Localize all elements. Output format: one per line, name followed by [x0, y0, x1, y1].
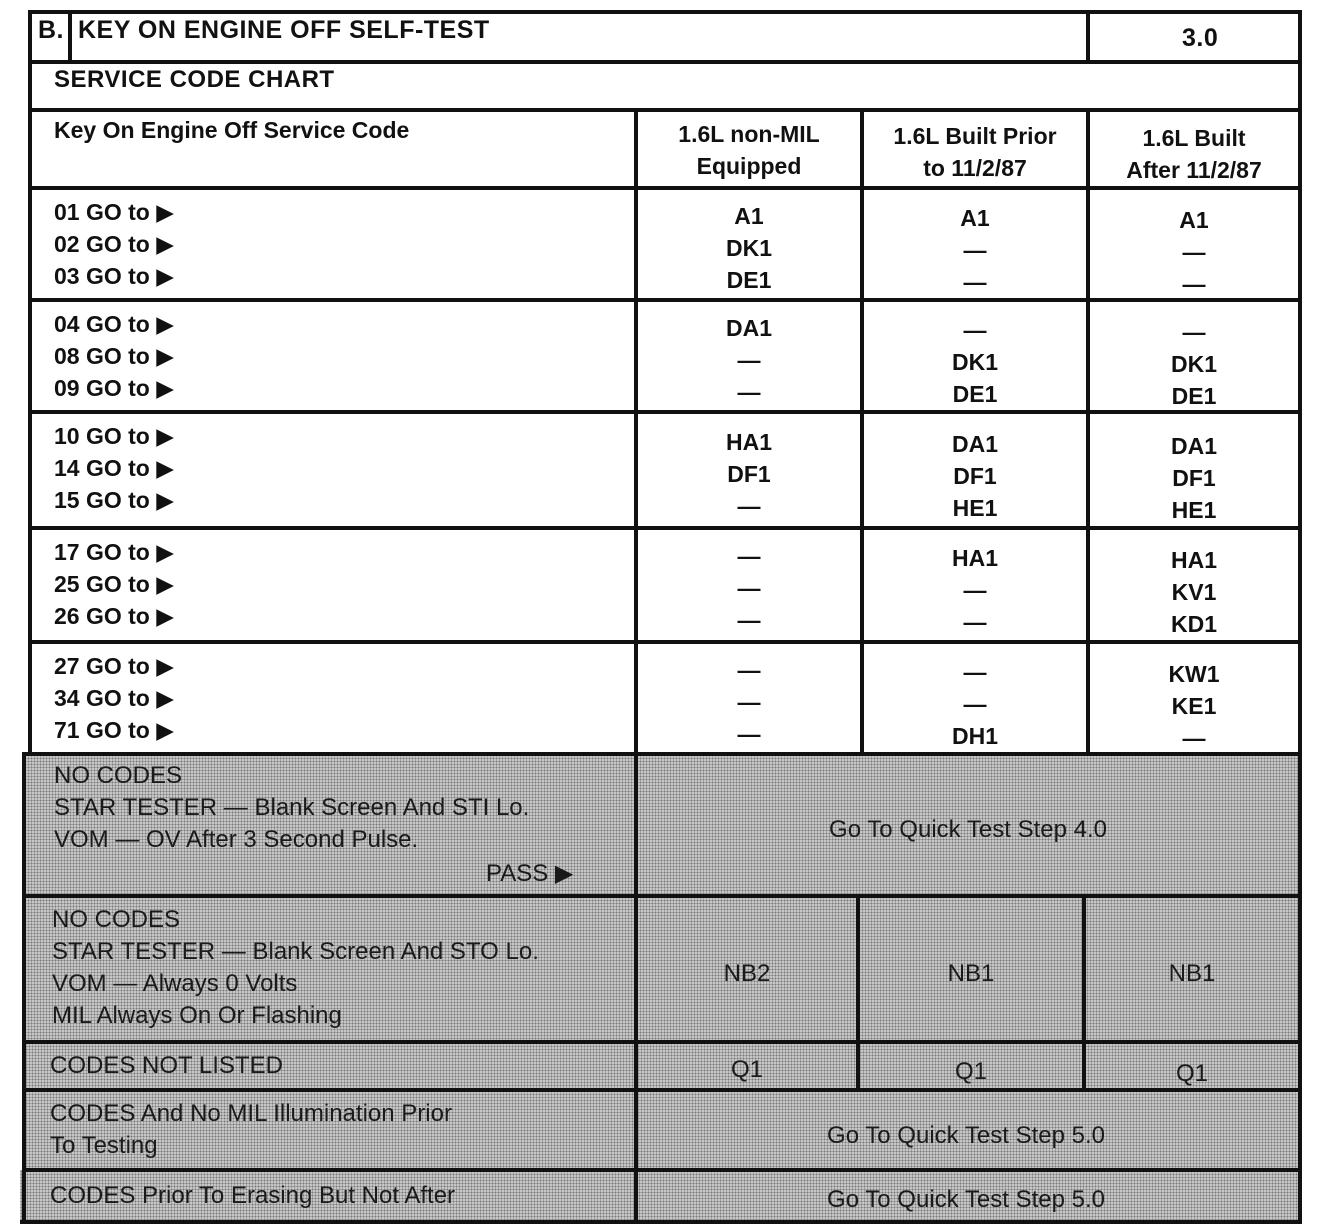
- code-group-2-col1: [638, 312, 860, 408]
- no-codes-pass-action: Go To Quick Test Step 4.0: [829, 816, 1107, 843]
- col2-header-line1: 1.6L Built Prior: [893, 123, 1057, 149]
- result-cell: KV1: [1171, 579, 1217, 605]
- border-no-mil-bottom: [22, 1168, 1302, 1172]
- description-line: NO CODES: [54, 762, 183, 789]
- result-cell: DK1: [1170, 351, 1217, 377]
- code-item: 27 GO to ▶: [54, 653, 174, 679]
- border-title-bottom: [28, 60, 1302, 64]
- col1-header-line2: Equipped: [696, 153, 802, 179]
- code-item: 71 GO to ▶: [54, 717, 174, 743]
- result-cell: —: [737, 607, 761, 633]
- result-cell: —: [963, 577, 987, 603]
- code-group-5-col3: [1090, 658, 1298, 754]
- result-cell: A1: [960, 205, 990, 231]
- col2-header: [864, 120, 1086, 184]
- result-cell: A1: [1179, 207, 1209, 233]
- result-cell: HE1: [1171, 497, 1217, 523]
- divider-step: [1086, 10, 1090, 62]
- result-cell: —: [963, 691, 987, 717]
- code-item: 04 GO to ▶: [54, 311, 174, 337]
- code-group-5-col2: [864, 656, 1086, 752]
- result-cell: —: [737, 543, 761, 569]
- border-pass-bottom: [22, 894, 1302, 898]
- codes-not-listed-col1: Q1: [730, 1056, 763, 1083]
- code-item: 08 GO to ▶: [54, 343, 174, 369]
- code-group-5-codes: [54, 650, 174, 746]
- code-group-3-col1: [638, 426, 860, 522]
- result-cell: DE1: [1171, 383, 1217, 409]
- result-cell: —: [963, 317, 987, 343]
- chart-subtitle: SERVICE CODE CHART: [54, 66, 335, 93]
- result-cell: HA1: [1170, 547, 1217, 573]
- border-group4-bottom: [28, 640, 1302, 644]
- code-item: 01 GO to ▶: [54, 199, 174, 225]
- border-top: [28, 10, 1302, 14]
- code-column-header: Key On Engine Off Service Code: [54, 117, 410, 143]
- code-group-3-col3: [1090, 430, 1298, 526]
- no-codes-sto-col2: NB1: [947, 960, 995, 987]
- result-cell: DF1: [953, 463, 997, 489]
- result-cell: —: [737, 379, 761, 405]
- description-line: To Testing: [50, 1132, 158, 1159]
- no-codes-sto-description: [52, 904, 539, 1032]
- no-codes-pass-description: [54, 760, 529, 856]
- step-number: 3.0: [1182, 24, 1219, 52]
- result-cell: —: [1182, 725, 1206, 751]
- result-cell: DH1: [951, 723, 998, 749]
- code-item: 03 GO to ▶: [54, 263, 174, 289]
- col3-header: [1090, 122, 1298, 186]
- result-cell: —: [1182, 239, 1206, 265]
- result-cell: DE1: [952, 381, 998, 407]
- result-cell: A1: [734, 203, 764, 229]
- result-cell: —: [737, 721, 761, 747]
- result-cell: DE1: [726, 267, 772, 293]
- code-group-4-col3: [1090, 544, 1298, 640]
- result-cell: —: [737, 575, 761, 601]
- code-group-4-codes: [54, 536, 174, 632]
- page-title: KEY ON ENGINE OFF SELF-TEST: [78, 16, 490, 44]
- no-codes-sto-col1: NB2: [723, 960, 771, 987]
- code-item: 34 GO to ▶: [54, 685, 174, 711]
- result-cell: —: [963, 237, 987, 263]
- col1-header-line1: 1.6L non-MIL: [678, 121, 820, 147]
- result-cell: —: [1182, 271, 1206, 297]
- code-group-2-codes: [54, 308, 174, 404]
- code-item: 26 GO to ▶: [54, 603, 174, 629]
- section-letter: B.: [38, 16, 64, 44]
- description-line: VOM — Always 0 Volts: [52, 970, 298, 997]
- result-cell: —: [737, 689, 761, 715]
- result-cell: —: [737, 657, 761, 683]
- code-item: 02 GO to ▶: [54, 231, 174, 257]
- result-cell: KE1: [1171, 693, 1217, 719]
- no-codes-sto-col3: NB1: [1168, 960, 1216, 987]
- col3-header-line2: After 11/2/87: [1126, 157, 1262, 183]
- code-group-2-col3: [1090, 316, 1298, 412]
- result-cell: KD1: [1170, 611, 1217, 637]
- description-line: VOM — OV After 3 Second Pulse.: [54, 826, 419, 853]
- codes-not-listed-col2: Q1: [954, 1058, 987, 1085]
- result-cell: HE1: [952, 495, 998, 521]
- divider-letter: [68, 10, 72, 62]
- result-cell: KW1: [1168, 661, 1220, 687]
- result-cell: DK1: [951, 349, 998, 375]
- codes-no-mil-action: Go To Quick Test Step 5.0: [827, 1122, 1105, 1149]
- result-cell: DA1: [725, 315, 772, 341]
- description-line: NO CODES: [52, 906, 181, 933]
- codes-not-listed-col3: Q1: [1175, 1060, 1208, 1087]
- result-cell: —: [1182, 319, 1206, 345]
- code-group-1-col2: [864, 202, 1086, 298]
- result-cell: DA1: [1170, 433, 1217, 459]
- codes-no-mil-description: [50, 1098, 452, 1162]
- code-group-5-col1: [638, 654, 860, 750]
- col2-header-line2: to 11/2/87: [923, 155, 1027, 181]
- result-cell: —: [963, 269, 987, 295]
- result-cell: —: [737, 347, 761, 373]
- code-group-3-codes: [54, 420, 174, 516]
- codes-prior-erase-label: CODES Prior To Erasing But Not After: [50, 1182, 456, 1209]
- description-line: STAR TESTER — Blank Screen And STO Lo.: [52, 938, 539, 965]
- result-cell: DK1: [725, 235, 772, 261]
- code-item: 14 GO to ▶: [54, 455, 174, 481]
- description-line: CODES And No MIL Illumination Prior: [50, 1100, 452, 1127]
- code-item: 10 GO to ▶: [54, 423, 174, 449]
- code-item: 15 GO to ▶: [54, 487, 174, 513]
- result-cell: —: [737, 493, 761, 519]
- description-line: MIL Always On Or Flashing: [52, 1002, 342, 1029]
- result-cell: HA1: [725, 429, 772, 455]
- codes-not-listed-label: CODES NOT LISTED: [50, 1052, 283, 1079]
- code-group-1-col1: [638, 200, 860, 296]
- pass-label: PASS ▶: [486, 860, 574, 887]
- border-subtitle-bottom: [28, 108, 1302, 112]
- result-cell: DF1: [1172, 465, 1216, 491]
- result-cell: —: [963, 609, 987, 635]
- code-group-1-codes: [54, 196, 174, 292]
- result-cell: HA1: [951, 545, 998, 571]
- border-bottom: [20, 1220, 1302, 1224]
- result-cell: DF1: [727, 461, 771, 487]
- border-group3-bottom: [28, 526, 1302, 530]
- code-item: 25 GO to ▶: [54, 571, 174, 597]
- codes-prior-erase-action: Go To Quick Test Step 5.0: [827, 1186, 1105, 1213]
- description-line: STAR TESTER — Blank Screen And STI Lo.: [54, 794, 530, 821]
- code-item: 17 GO to ▶: [54, 539, 174, 565]
- code-group-4-col1: [638, 540, 860, 636]
- code-group-3-col2: [864, 428, 1086, 524]
- code-item: 09 GO to ▶: [54, 375, 174, 401]
- border-header-bottom: [28, 186, 1302, 190]
- code-group-4-col2: [864, 542, 1086, 638]
- border-left-lower: [22, 754, 26, 1224]
- code-group-1-col3: [1090, 204, 1298, 300]
- col1-header: [638, 118, 860, 182]
- border-sto-bottom: [22, 1040, 1302, 1044]
- result-cell: —: [963, 659, 987, 685]
- col3-header-line1: 1.6L Built: [1142, 125, 1246, 151]
- code-group-2-col2: [864, 314, 1086, 410]
- result-cell: DA1: [951, 431, 998, 457]
